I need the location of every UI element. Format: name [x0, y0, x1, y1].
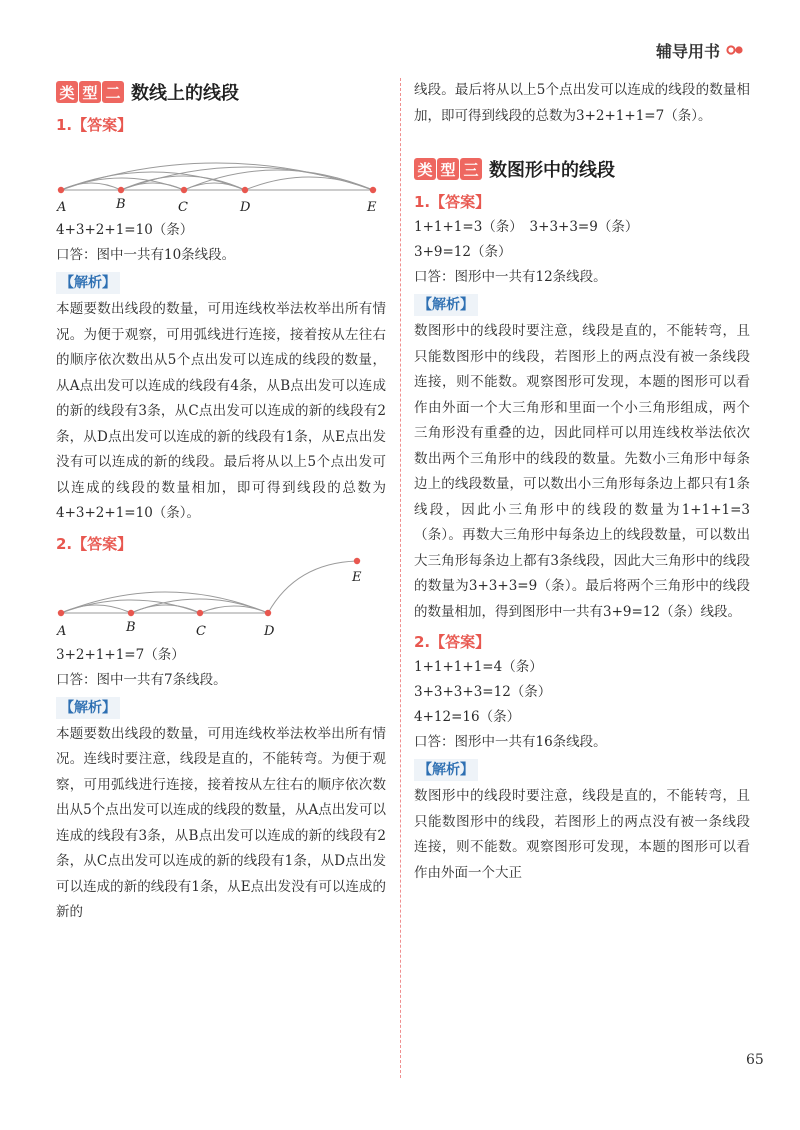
point-b	[118, 187, 124, 193]
r-q1-analysis-label: 【解析】	[414, 294, 478, 316]
point-a	[58, 187, 64, 193]
type2-title: 数线上的线段	[131, 83, 239, 104]
r-q2-formula-2: 3+3+3+3=12（条）	[414, 684, 552, 700]
r-q2-label: 2.【答案】	[414, 633, 491, 651]
left-column	[56, 78, 386, 926]
badge-char: 型	[437, 158, 459, 180]
point-c	[181, 187, 187, 193]
number-line-diagram-2	[56, 557, 386, 643]
column-divider	[400, 78, 401, 1078]
badge-char: 三	[460, 158, 482, 180]
point-c	[197, 609, 203, 615]
label-a: A	[57, 623, 67, 639]
label-c: C	[196, 623, 206, 639]
label-b: B	[126, 619, 136, 635]
number-line-diagram-1	[56, 138, 386, 218]
badge-char: 二	[102, 81, 124, 103]
r-q1-analysis: 数图形中的线段时要注意，线段是直的，不能转弯，且只能数图形中的线段，若图形上的两点没有被一条线段连接，则不能数。观察图形可发现，本题的图形可以看作由外面一个大三角形和里面一个小三角形组成，两个三角形没有重叠的边，因此同样可以用连线枚举法依次数出两个三角形中的线段的数量。先数小三角形中每条边上的线段数量，可以数出小三角形每条边上都只有1条线段，因此小三角形中的线段的数量为1+1+1=3（条）。再数大三角形中每条边上的线段数量，可以数出大三角形每条边上都有3条线段，因此大三角形中的线段的数量为3+3+3=9（条）。最后将两个三角形中的线段的数量相加，得到图形中一共有3+9=12（条）线段。	[414, 323, 750, 620]
point-d	[265, 609, 271, 615]
point-a	[58, 609, 64, 615]
r-q1-label: 1.【答案】	[414, 193, 491, 211]
label-c: C	[178, 200, 188, 215]
q2-label: 2.【答案】	[56, 534, 133, 553]
q2-analysis: 本题要数出线段的数量，可用连线枚举法枚举出所有情况。连线时要注意，线段是直的，不能转弯。为便于观察，可用弧线进行连接，接着按从左往右的顺序依次数出从5个点出发可以连成的线段的数量，从A点出发可以连成的线段有3条，从B点出发可以连成的新的线段有2条，从C点出发可以连成的新的线段有1条，从D点出发可以连成的新的线段有1条，从E点出发没有可以连成的新的	[56, 725, 386, 920]
label-a: A	[57, 200, 67, 215]
point-e	[370, 187, 376, 193]
badge-char: 类	[56, 81, 78, 103]
label-e: E	[352, 569, 362, 585]
header-title: 辅导用书	[655, 41, 720, 61]
badge-char: 类	[414, 158, 436, 180]
point-b	[128, 609, 134, 615]
point-d	[242, 187, 248, 193]
r-q1-formula-1: 1+1+1=3（条） 3+3+3=9（条）	[414, 219, 639, 235]
q1-analysis: 本题要数出线段的数量，可用连线枚举法枚举出所有情况。为便于观察，可用弧线进行连接，接着按从左往右的顺序依次数出从5个点出发可以连成的线段的数量，从A点出发可以连成的线段有4条，从B点出发可以连成的新的线段有3条，从C点出发可以连成的新的线段有2条，从D点出发可以连成的新的线段有1条，从E点出发没有可以连成的新的线段。最后将从以上5个点出发可以连成的线段的数量相加，即可得到线段的总数为4+3+2+1=10（条）。	[56, 301, 386, 521]
badge-char: 型	[79, 81, 101, 103]
page-number: 65	[746, 1052, 764, 1068]
type3-title: 数图形中的线段	[489, 160, 615, 181]
r-q2-analysis-label: 【解析】	[414, 759, 478, 781]
infinity-icon	[726, 44, 744, 56]
r-q2-answer: 口答：图形中一共有16条线段。	[414, 734, 607, 750]
type3-heading	[414, 155, 750, 183]
label-d: D	[264, 623, 275, 639]
r-q2-formula-3: 4+12=16（条）	[414, 709, 521, 725]
q1-formula: 4+3+2+1=10（条）	[56, 222, 194, 238]
q2-formula: 3+2+1+1=7（条）	[56, 646, 185, 663]
r-q1-answer: 口答：图形中一共有12条线段。	[414, 269, 607, 285]
label-d: D	[240, 200, 251, 215]
continuation-text: 线段。最后将从以上5个点出发可以连成的线段的数量相加，即可得到线段的总数为3+2+1+1=7（条）。	[414, 82, 750, 124]
point-e	[354, 557, 360, 563]
r-q1-formula-2: 3+9=12（条）	[414, 244, 512, 260]
right-column	[414, 78, 750, 886]
label-b: B	[116, 197, 126, 212]
q1-analysis-label: 【解析】	[56, 272, 120, 294]
type3-badge	[414, 158, 483, 180]
type2-heading	[56, 78, 386, 106]
type2-badge	[56, 81, 125, 103]
header	[656, 38, 744, 62]
label-e: E	[367, 200, 377, 215]
q1-answer: 口答：图中一共有10条线段。	[56, 247, 236, 263]
q2-answer: 口答：图中一共有7条线段。	[56, 671, 227, 688]
r-q2-formula-1: 1+1+1+1=4（条）	[414, 659, 543, 675]
q1-label: 1.【答案】	[56, 116, 133, 134]
r-q2-analysis: 数图形中的线段时要注意，线段是直的，不能转弯，且只能数图形中的线段，若图形上的两点没有被一条线段连接，则不能数。观察图形可发现，本题的图形可以看作由外面一个大正	[414, 788, 750, 881]
q2-analysis-label: 【解析】	[56, 697, 120, 719]
